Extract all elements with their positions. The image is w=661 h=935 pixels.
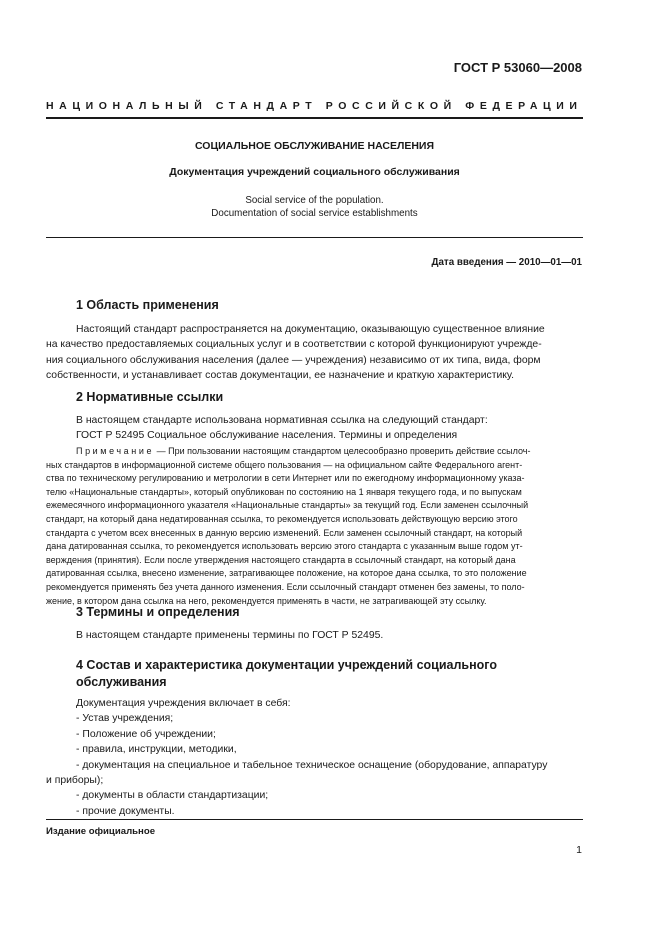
note-line: стандарта с учетом всех внесенных в данную версию изменений. Если заменен ссылочный стандарт, на который [46, 527, 523, 538]
note-line: верждения (принятия). Если после утверждения настоящего стандарта в ссылочный стандарт, на который дана [46, 554, 516, 565]
title-divider [46, 237, 583, 238]
standard-title: СОЦИАЛЬНОЕ ОБСЛУЖИВАНИЕ НАСЕЛЕНИЯ [194, 140, 435, 152]
list-item: - Положение об учреждении; [76, 728, 216, 740]
reference-line: ГОСТ Р 52495 Социальное обслуживание населения. Термины и определения [76, 430, 458, 442]
text-line: на качество предоставляемых социальных услуг и в соответствии с которой функционируют учрежде- [46, 339, 542, 351]
note-line: стандарт, на который дана недатированная ссылка, то рекомендуется использовать действующую версию этого [46, 513, 518, 524]
note-line: телю «Национальные стандарты», который опубликован по состоянию на 1 января текущего года, и по выпускам [46, 486, 522, 497]
section-1-text [46, 322, 583, 384]
note-line: ежемесячного информационного указателя «Национальные стандарты» за текущий год. Если заменен ссылочный [46, 500, 529, 511]
note-line: ства по техническому регулированию и метрологии в сети Интернет или по ежегодному информационному указа- [46, 473, 525, 484]
list-item: - Устав учреждения; [76, 713, 174, 725]
note-line: — При пользовании настоящим стандартом целесообразно проверить действие ссылоч- [154, 446, 531, 456]
text-line: В настоящем стандарте применены термины по ГОСТ Р 52495. [76, 630, 384, 641]
page-number: 1 [576, 844, 582, 856]
text-line: В настоящем стандарте использована нормативная ссылка на следующий стандарт: [76, 415, 488, 426]
national-standard-banner: НАЦИОНАЛЬНЫЙ СТАНДАРТ РОССИЙСКОЙ ФЕДЕРАЦИИ [46, 100, 583, 112]
standard-subtitle: Документация учреждений социального обслуживания [169, 166, 460, 178]
english-title-line: Social service of the population. [245, 195, 384, 206]
heading-line: 4 Состав и характеристика документации учреждений социального [76, 658, 497, 672]
note-line: ных стандартов в информационной системе общего пользования — на официальном сайте Федерального агент- [46, 459, 523, 470]
list-item: - правила, инструкции, методики, [76, 744, 237, 756]
official-edition-label: Издание официальное [46, 826, 156, 837]
note-line: жение, в котором дана ссылка на него, рекомендуется применять в части, не затрагивающей эту ссылку. [46, 595, 487, 606]
section-2-text [46, 413, 583, 444]
note-line: дана датированная ссылка, то рекомендуется использовать версию этого стандарта с указанным выше годом ут- [46, 541, 523, 552]
heading-line: обслуживания [76, 675, 167, 689]
introduction-date: Дата введения — 2010—01—01 [431, 257, 582, 268]
section-2-heading: 2 Нормативные ссылки [76, 390, 224, 404]
note-label: Примечание [76, 446, 155, 456]
list-item-continuation: и приборы); [46, 775, 104, 787]
section-3-heading: 3 Термины и определения [76, 605, 240, 619]
section-4-heading [76, 657, 497, 691]
english-title [46, 194, 583, 220]
section-4-text [46, 696, 583, 819]
text-line: Настоящий стандарт распространяется на документацию, оказывающую существенное влияние [76, 324, 545, 335]
section-2-note [46, 445, 583, 608]
list-item: - документы в области стандартизации; [76, 790, 269, 802]
text-line: Документация учреждения включает в себя: [76, 698, 291, 709]
note-line: рекомендуется применять без учета данного изменения. Если ссылочный стандарт отменен без замены, то поло- [46, 581, 525, 592]
document-code: ГОСТ Р 53060—2008 [453, 60, 582, 75]
header-divider [46, 117, 583, 119]
section-1-heading: 1 Область применения [76, 298, 219, 312]
english-title-line: Documentation of social service establishments [211, 208, 418, 219]
list-item: - документация на специальное и табельное техническое оснащение (оборудование, аппаратуру [76, 759, 548, 771]
note-line: датированная ссылка, внесено изменение, затрагивающее положение, на которое дана ссылка, то это положение [46, 568, 527, 579]
section-3-text [46, 628, 583, 643]
list-item: - прочие документы. [76, 805, 175, 817]
footer-divider [46, 819, 583, 820]
text-line: собственности, и устанавливает состав документации, ее назначение и краткую характеристику. [46, 370, 514, 382]
text-line: ния социального обслуживания населения (далее — учреждения) независимо от их типа, вида, форм [46, 354, 541, 366]
